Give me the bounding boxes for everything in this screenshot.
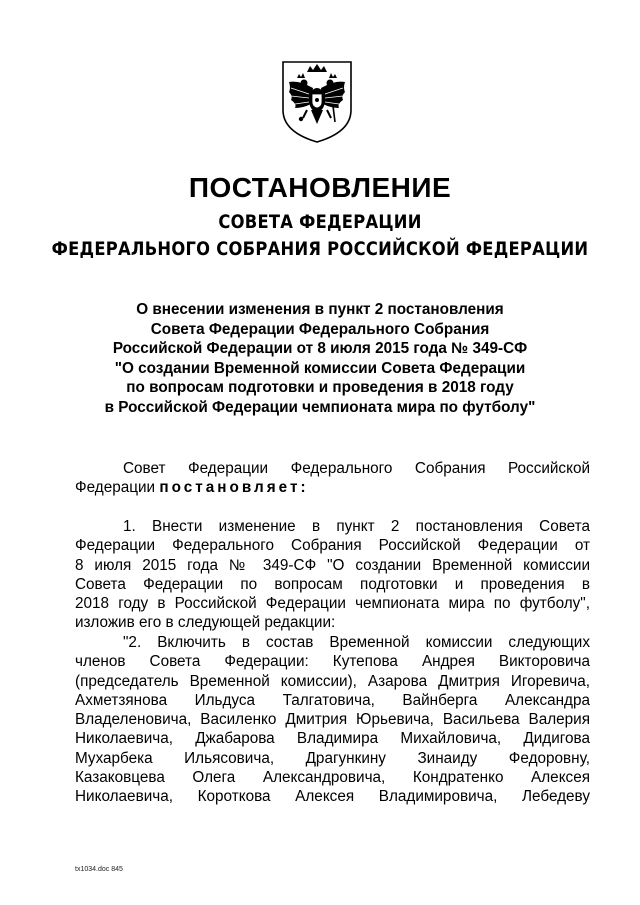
body-line: Федерации Федерального Собрания Российской Федерации от xyxy=(75,537,590,555)
body-line: (председатель Временной комиссии), Азарова Дмитрия Игоревича, xyxy=(75,672,590,690)
clause-1-paragraph xyxy=(75,517,590,633)
body-line xyxy=(75,478,590,497)
body-line: 2018 году в Российской Федерации чемпионата мира по футболу", xyxy=(75,595,590,613)
clause-2-paragraph xyxy=(75,633,590,807)
preamble-paragraph xyxy=(75,459,590,498)
heading-line: Совета Федерации Федерального Собрания xyxy=(150,320,490,338)
body-line: Ахметзянова Ильдуса Талгатовича, Вайнберга Александра xyxy=(75,691,590,709)
heading-line: Российской Федерации от 8 июля 2015 года № 349-СФ xyxy=(112,340,528,357)
preamble-text: Федерации xyxy=(75,479,160,497)
heading-line: О внесении изменения в пункт 2 постановления xyxy=(136,301,504,318)
heading-line: "О создании Временной комиссии Совета Федерации xyxy=(114,359,526,377)
document-subtitle-line1: СОВЕТА ФЕДЕРАЦИИ xyxy=(218,211,422,233)
body-line: "2. Включить в состав Временной комиссии следующих xyxy=(123,634,590,651)
russian-coat-of-arms-icon xyxy=(277,58,357,144)
body-line: Николаевича, Короткова Алексея Владимировича, Лебедеву xyxy=(75,788,590,806)
body-line: Владеленовича, Василенко Дмитрия Юрьевича, Васильева Валерия xyxy=(75,711,590,729)
body-line: Мухарбека Ильясовича, Драгункину Зинаиду Федоровну, xyxy=(75,749,590,767)
body-line: 8 июля 2015 года № 349-СФ "О создании Временной комиссии xyxy=(75,556,590,574)
body-line: Николаевича, Джабарова Владимира Михайловича, Дидигова xyxy=(75,730,590,748)
document-subtitle-line2: ФЕДЕРАЛЬНОГО СОБРАНИЯ РОССИЙСКОЙ ФЕДЕРАЦИИ xyxy=(51,238,589,260)
body-line: Совет Федерации Федерального Собрания Российской xyxy=(123,460,590,477)
body-line: 1. Внести изменение в пункт 2 постановления Совета xyxy=(123,518,590,535)
body-line: изложив его в следующей редакции: xyxy=(75,614,336,632)
file-reference: tx1034.doc 845 xyxy=(75,866,123,873)
resolution-heading xyxy=(70,300,570,417)
resolves-keyword: постановляет: xyxy=(159,479,309,497)
body-line: Казаковцева Олега Александровича, Кондратенко Алексея xyxy=(75,769,590,787)
document-title: ПОСТАНОВЛЕНИЕ xyxy=(188,172,452,203)
body-line: членов Совета Федерации: Кутепова Андрея Викторовича xyxy=(75,653,590,671)
heading-line: по вопросам подготовки и проведения в 2018 году xyxy=(126,379,514,396)
heading-line: в Российской Федерации чемпионата мира по футболу" xyxy=(104,398,536,416)
body-line: Совета Федерации по вопросам подготовки и проведения в xyxy=(75,575,590,593)
